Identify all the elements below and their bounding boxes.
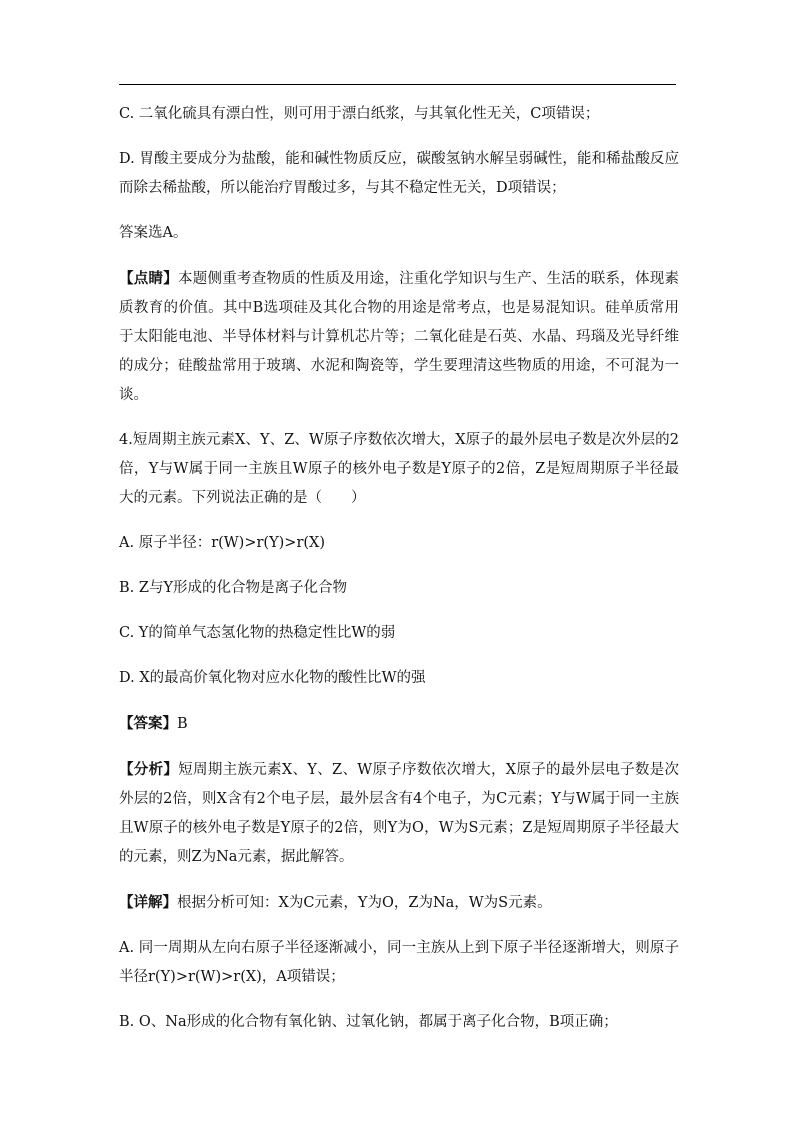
header-rule — [119, 84, 676, 85]
option-d — [119, 664, 679, 693]
option-d-explanation — [119, 145, 679, 203]
section-tag: 【详解】 — [119, 894, 177, 911]
answer — [119, 709, 679, 739]
option-a — [119, 529, 679, 558]
option-b — [119, 574, 679, 603]
paragraph-text: 短周期主族元素X、Y、Z、W原子序数依次增大，X原子的最外层电子数是次外层的2倍，则X含有2个电子层，最外层含有4个电子，为C元素；Y与W属于同一主族且W原子的核外电子数是Y原子的2倍，则Y为O，W为S元素；Z是短周期原子半径最大的元素，则Z为Na元素，据此解答。 — [119, 762, 679, 865]
paragraph-text: C. Y的简单气态氢化物的热稳定性比W的弱 — [119, 625, 396, 641]
detailed-explanation — [119, 888, 679, 918]
question-4 — [119, 426, 679, 513]
detail-option-a — [119, 934, 679, 992]
option-c-explanation — [119, 100, 679, 129]
paragraph-text: 4.短周期主族元素X、Y、Z、W原子序数依次增大，X原子的最外层电子数是次外层的2倍，Y与W属于同一主族且W原子的核外电子数是Y原子的2倍，Z是短周期原子半径最大的元素。下列说法正确的是（ ） — [119, 432, 679, 506]
document-body — [119, 100, 679, 1053]
paragraph-text: C. 二氧化硫具有漂白性，则可用于漂白纸浆，与其氧化性无关，C项错误； — [119, 106, 600, 122]
detail-option-b — [119, 1008, 679, 1037]
paragraph-text: 根据分析可知：X为C元素，Y为O，Z为Na，W为S元素。 — [177, 895, 552, 911]
answer-selection — [119, 219, 679, 248]
paragraph-text: D. X的最高价氧化物对应水化物的酸性比W的强 — [119, 670, 426, 686]
paragraph-text: 答案选A。 — [119, 225, 188, 241]
option-c — [119, 619, 679, 648]
analysis — [119, 755, 679, 872]
key-points — [119, 264, 679, 410]
paragraph-text: A. 原子半径：r(W)>r(Y)>r(X) — [119, 535, 326, 551]
paragraph-text: B. O、Na形成的化合物有氧化钠、过氧化钠，都属于离子化合物，B项正确； — [119, 1014, 618, 1030]
paragraph-text: B. Z与Y形成的化合物是离子化合物 — [119, 580, 348, 596]
section-tag: 【分析】 — [119, 761, 179, 778]
paragraph-text: D. 胃酸主要成分为盐酸，能和碱性物质反应，碳酸氢钠水解呈弱碱性，能和稀盐酸反应而除去稀盐酸，所以能治疗胃酸过多，与其不稳定性无关，D项错误； — [119, 151, 679, 196]
paragraph-text: A. 同一周期从左向右原子半径逐渐减小，同一主族从上到下原子半径逐渐增大，则原子半径r(Y)>r(W)>r(X)，A项错误； — [119, 940, 679, 985]
section-tag: 【点睛】 — [119, 270, 178, 287]
paragraph-text: 本题侧重考查物质的性质及用途，注重化学知识与生产、生活的联系，体现素质教育的价值。其中B选项硅及其化合物的用途是常考点，也是易混知识。硅单质常用于太阳能电池、半导体材料与计算机芯片等；二氧化硅是石英、水晶、玛瑙及光导纤维的成分；硅酸盐常用于玻璃、水泥和陶瓷等，学生要理清这些物质的用途，不可混为一谈。 — [119, 271, 680, 403]
paragraph-text: B — [177, 716, 188, 732]
section-tag: 【答案】 — [119, 715, 177, 732]
